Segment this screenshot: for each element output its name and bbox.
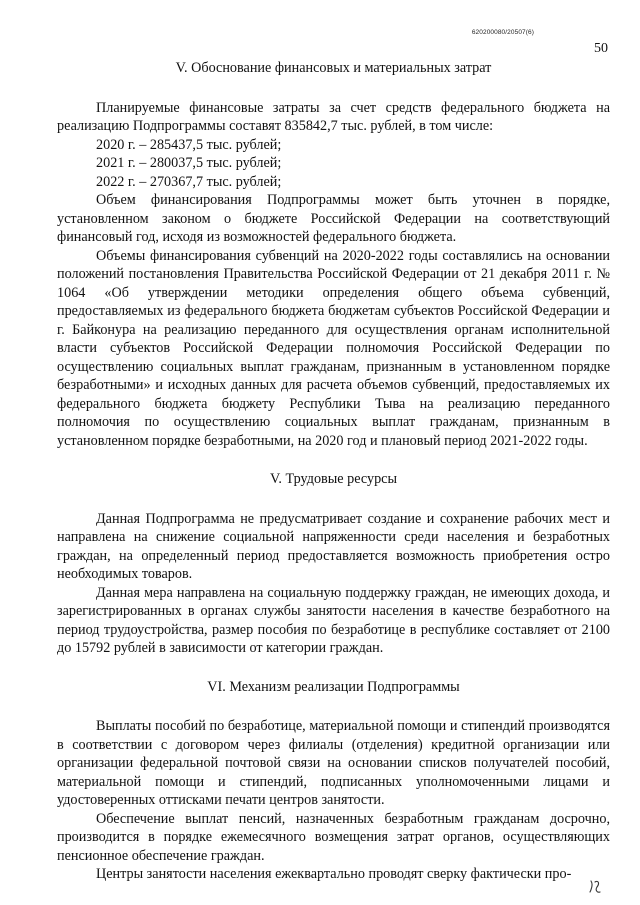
costs-2022: 2022 г. – 270367,7 тыс. рублей; bbox=[96, 173, 282, 190]
section-title-financial-costs: V. Обоснование финансовых и материальных затрат bbox=[175, 60, 492, 76]
paragraph-labor-2: Данная мера направлена на социальную поддержку граждан, не имеющих дохода, и зарегистрированных в органах службы занятости населения в качестве безработного на период трудоустройства, размер пособия по безработице в республике составляет от 2100 до 15792 рублей в зависимости от категории граждан. bbox=[57, 584, 610, 656]
handwritten-mark bbox=[588, 879, 602, 895]
section-title-labor-resources: V. Трудовые ресурсы bbox=[270, 471, 397, 487]
paragraph-mechanism-2: Обеспечение выплат пенсий, назначенных безработным гражданам досрочно, производится в порядке ежемесячного возмещения затрат органов, осуществляющих пенсионное обеспечение граждан. bbox=[57, 810, 610, 864]
page-number: 50 bbox=[594, 41, 608, 56]
paragraph-mechanism-3: Центры занятости населения ежеквартально проводят сверку фактически про- bbox=[96, 866, 572, 882]
paragraph-subvention-basis: Объемы финансирования субвенций на 2020-2022 годы составлялись на основании положений постановления Правительства Российской Федерации от 21 декабря 2011 г. № 1064 «Об утверждении методики определения общего объема субвенций, предоставляемых из федерального бюджета бюджетам субъектов Российской Федерации и г. Байконура на реализацию переданного для осуществления органам исполнительной власти субъектов Российской Федерации полномочия Российской Федерации по осуществлению социальных выплат гражданам, признанным в установленном порядке безработными» и исходных данных для расчета объемов субвенций, предоставляемых их федерального бюджета бюджету Республики Тыва на реализацию переданного полномочия по осуществлению социальных выплат гражданам, признанным в установленном порядке безработными, на 2020 год и плановый период 2021-2022 годы. bbox=[57, 247, 610, 449]
costs-2020: 2020 г. – 285437,5 тыс. рублей; bbox=[96, 136, 282, 153]
paragraph-labor-1: Данная Подпрограмма не предусматривает создание и сохранение рабочих мест и направлена на снижение социальной напряженности среди населения и безработных граждан, на определенный период предоставляется возможность приобретения остро необходимых товаров. bbox=[57, 510, 610, 582]
paragraph-total-costs: Планируемые финансовые затраты за счет средств федерального бюджета на реализацию Подпрограммы составят 835842,7 тыс. рублей, в том числе: bbox=[57, 99, 610, 134]
document-id: 620200080/20507(6) bbox=[471, 29, 534, 36]
section-title-implementation-mechanism: VI. Механизм реализации Подпрограммы bbox=[207, 678, 460, 695]
paragraph-mechanism-1: Выплаты пособий по безработице, материальной помощи и стипендий производятся в соответствии с договором через филиалы (отделения) кредитной организации или организации федеральной почтовой связи на основании списков получателей пособий, материальной помощи и стипендий, подписанных уполномоченными лицами и удостоверенных оттисками печати центров занятости. bbox=[57, 718, 610, 808]
page-body bbox=[57, 59, 610, 884]
paragraph-funding-adjustment: Объем финансирования Подпрограммы может быть уточнен в порядке, установленном законом о бюджете Российской Федерации на соответствующий финансовый год, исходя из возможностей федерального бюджета. bbox=[57, 192, 610, 245]
costs-2021: 2021 г. – 280037,5 тыс. рублей; bbox=[96, 155, 282, 171]
